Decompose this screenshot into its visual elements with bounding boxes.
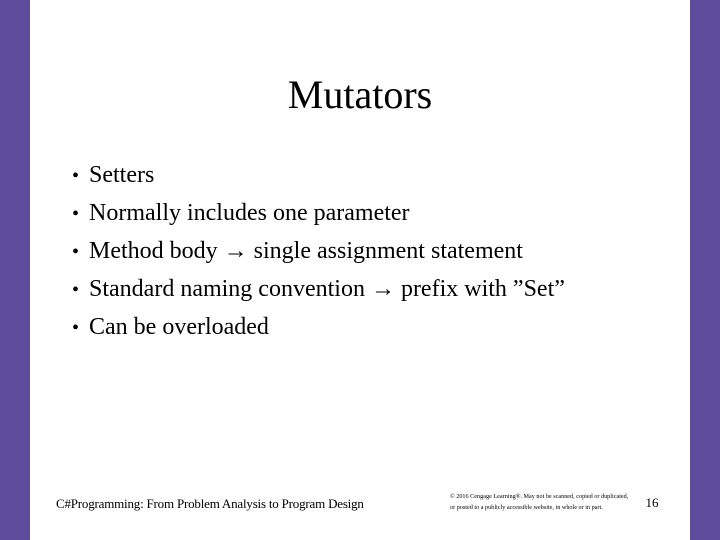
bullet-text: Setters bbox=[89, 162, 155, 188]
bullet-item bbox=[72, 233, 682, 271]
bullet-item bbox=[72, 271, 682, 309]
footer-copyright: © 2016 Cengage Learning®. May not be scanned, copied or duplicated, or posted to a publicly accessible website, in whole or in part. bbox=[450, 493, 629, 511]
left-accent-bar bbox=[0, 0, 30, 540]
bullet-icon: • bbox=[72, 279, 80, 301]
bullet-text: Normally includes one parameter bbox=[89, 200, 410, 226]
bullet-icon: • bbox=[72, 203, 80, 225]
page-number: 16 bbox=[645, 495, 659, 510]
footer-course-title: C#Programming: From Problem Analysis to Program Design bbox=[56, 496, 364, 511]
bullet-icon: • bbox=[72, 317, 80, 339]
bullet-icon: • bbox=[72, 165, 80, 187]
bullet-item bbox=[72, 195, 682, 233]
bullet-item bbox=[72, 157, 682, 195]
bullet-item bbox=[72, 309, 682, 347]
bullet-icon: • bbox=[72, 241, 80, 263]
slide-title: Mutators bbox=[287, 72, 433, 117]
bullet-text: Can be overloaded bbox=[89, 314, 269, 340]
right-accent-bar bbox=[690, 0, 720, 540]
bullet-list bbox=[72, 157, 682, 347]
bullet-text: Method body → single assignment statement bbox=[89, 238, 523, 264]
bullet-text: Standard naming convention → prefix with ”Set” bbox=[89, 276, 565, 302]
